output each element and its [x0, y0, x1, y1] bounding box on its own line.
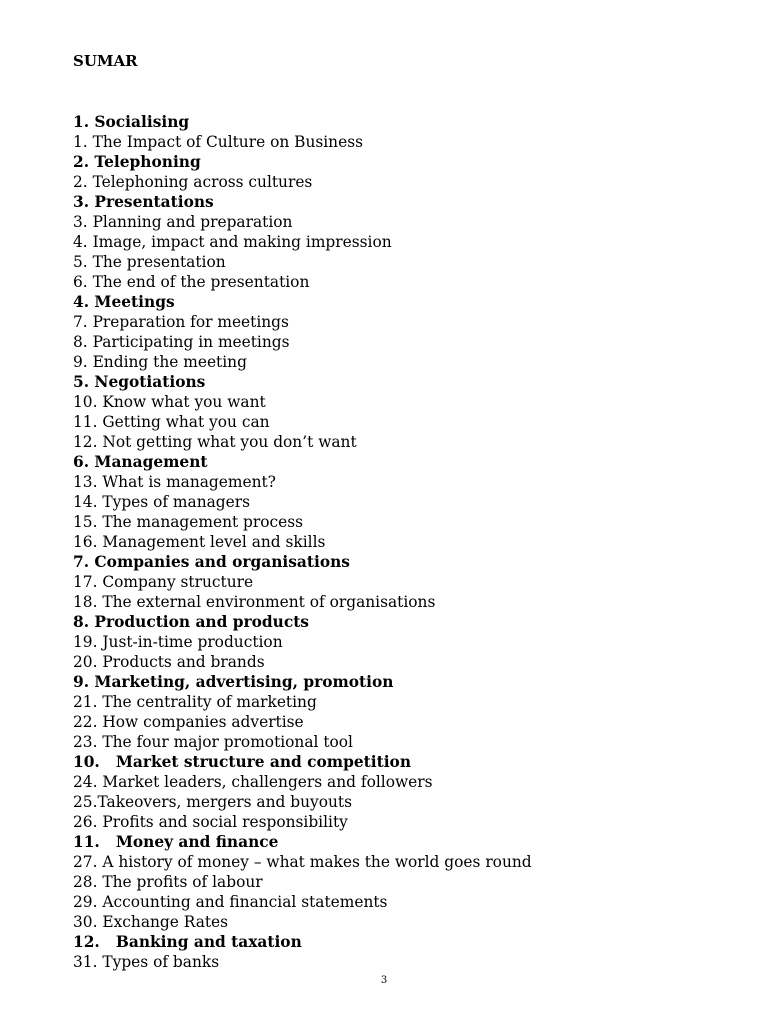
toc-item: 12. Not getting what you don’t want — [73, 433, 357, 451]
toc-item: 22. How companies advertise — [73, 713, 304, 731]
toc-section-heading: 7. Companies and organisations — [73, 553, 350, 571]
toc-item: 25.Takeovers, mergers and buyouts — [73, 793, 352, 811]
toc-item: 16. Management level and skills — [73, 533, 326, 551]
toc-item: 26. Profits and social responsibility — [73, 813, 348, 831]
toc-section-heading: 8. Production and products — [73, 613, 309, 631]
toc-item: 9. Ending the meeting — [73, 353, 247, 371]
toc-section-heading: 11. Money and finance — [73, 833, 279, 851]
toc-section-heading: 5. Negotiations — [73, 373, 206, 391]
page-number: 3 — [380, 975, 388, 986]
table-of-contents — [73, 112, 532, 972]
toc-item: 21. The centrality of marketing — [73, 693, 317, 711]
page-title: SUMAR — [73, 52, 138, 70]
toc-section-heading: 12. Banking and taxation — [73, 933, 302, 951]
toc-item: 2. Telephoning across cultures — [73, 173, 313, 191]
toc-section-heading: 2. Telephoning — [73, 153, 201, 171]
toc-item: 14. Types of managers — [73, 493, 251, 511]
toc-section-heading: 3. Presentations — [73, 193, 214, 211]
toc-item: 15. The management process — [73, 513, 304, 531]
toc-item: 7. Preparation for meetings — [73, 313, 289, 331]
toc-item: 17. Company structure — [73, 573, 254, 591]
toc-section-heading: 1. Socialising — [73, 113, 190, 131]
toc-item: 18. The external environment of organisations — [73, 593, 436, 611]
toc-item: 19. Just-in-time production — [73, 633, 283, 651]
toc-item: 11. Getting what you can — [73, 413, 270, 431]
toc-item: 4. Image, impact and making impression — [73, 233, 392, 251]
toc-item: 10. Know what you want — [73, 393, 266, 411]
toc-item: 30. Exchange Rates — [73, 913, 229, 931]
toc-item: 8. Participating in meetings — [73, 333, 290, 351]
toc-item: 29. Accounting and financial statements — [73, 893, 388, 911]
toc-item: 28. The profits of labour — [73, 873, 263, 891]
toc-section-heading: 4. Meetings — [73, 293, 175, 311]
toc-section-heading: 6. Management — [73, 453, 208, 471]
toc-item: 3. Planning and preparation — [73, 213, 293, 231]
toc-item: 5. The presentation — [73, 253, 226, 271]
toc-item: 24. Market leaders, challengers and followers — [73, 773, 433, 791]
toc-item: 13. What is management? — [73, 473, 276, 491]
toc-item: 6. The end of the presentation — [73, 273, 310, 291]
toc-section-heading: 9. Marketing, advertising, promotion — [73, 673, 394, 691]
toc-item: 1. The Impact of Culture on Business — [73, 133, 364, 151]
toc-item: 31. Types of banks — [73, 953, 220, 971]
toc-item: 27. A history of money – what makes the world goes round — [73, 853, 532, 871]
toc-item: 23. The four major promotional tool — [73, 733, 353, 751]
toc-section-heading: 10. Market structure and competition — [73, 753, 412, 771]
toc-item: 20. Products and brands — [73, 653, 265, 671]
